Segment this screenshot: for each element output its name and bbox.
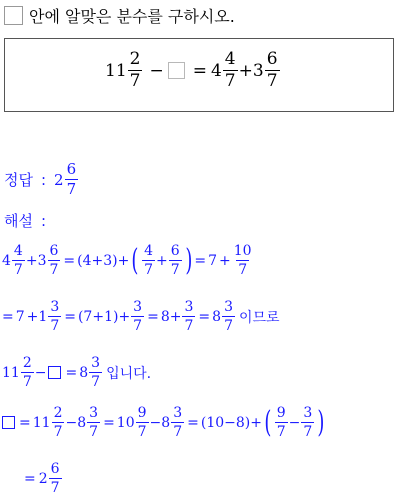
- mixed-fraction-b: 4 $\frac{4}{7}$: [210, 49, 236, 91]
- explanation-label-row: 해설 :: [4, 211, 47, 230]
- explanation-line-2: = 7 + 1 $\frac{3}{7}$ = (7+1) + $\frac{3}{7}$ = 8 + $\frac{3}{7}$ = 8 $\frac{3}{7}$ 이므로: [2, 299, 280, 334]
- answer-value: 2 $\frac{6}{7}$: [54, 160, 77, 198]
- explanation-line-5: = 2 $\frac{6}{7}$: [24, 461, 60, 496]
- explanation-line-4: = 11 $\frac{2}{7}$ − 8 $\frac{3}{7}$ = 10 $\frac{9}{7}$ − 8 $\frac{3}{7}$ = (10−8) + ( $\frac{9}{7}$ − $\frac{3}{7}$ ): [2, 406, 327, 439]
- explanation-line-3: 11 $\frac{2}{7}$ − = 8 $\frac{3}{7}$ 입니다.: [2, 355, 152, 390]
- problem-equation: [105, 51, 281, 90]
- right-paren: ): [317, 404, 325, 440]
- minus-sign: −: [149, 60, 164, 81]
- explanation-line-1: 4 $\frac{4}{7}$ + 3 $\frac{6}{7}$ = (4+3) + ( $\frac{4}{7}$ + $\frac{6}{7}$ ) = 7 + $\frac{10}{7}$: [2, 242, 252, 278]
- mixed-fraction-c: 3 $\frac{6}{7}$: [252, 49, 278, 91]
- instruction-row: [4, 3, 235, 27]
- problem-box: [4, 38, 394, 112]
- equals-sign: =: [192, 60, 207, 81]
- instruction-text: 안에 알맞은 분수를 구하시오.: [29, 6, 235, 26]
- blank-box-icon: [2, 416, 15, 429]
- explanation-label: 해설: [4, 212, 33, 230]
- mixed-fraction-a: 11 $\frac{2}{7}$: [105, 49, 141, 91]
- left-paren: (: [264, 404, 272, 440]
- answer-row: 정답 : 2 $\frac{6}{7}$: [4, 162, 79, 197]
- plus-sign: +: [238, 60, 253, 81]
- answer-label: 정답: [4, 171, 33, 189]
- blank-box-icon: [4, 6, 23, 25]
- left-paren: (: [131, 242, 139, 278]
- answer-blank-box[interactable]: [168, 62, 185, 79]
- right-paren: ): [185, 242, 193, 278]
- blank-box-icon: [48, 366, 61, 379]
- whole: 11: [105, 60, 127, 81]
